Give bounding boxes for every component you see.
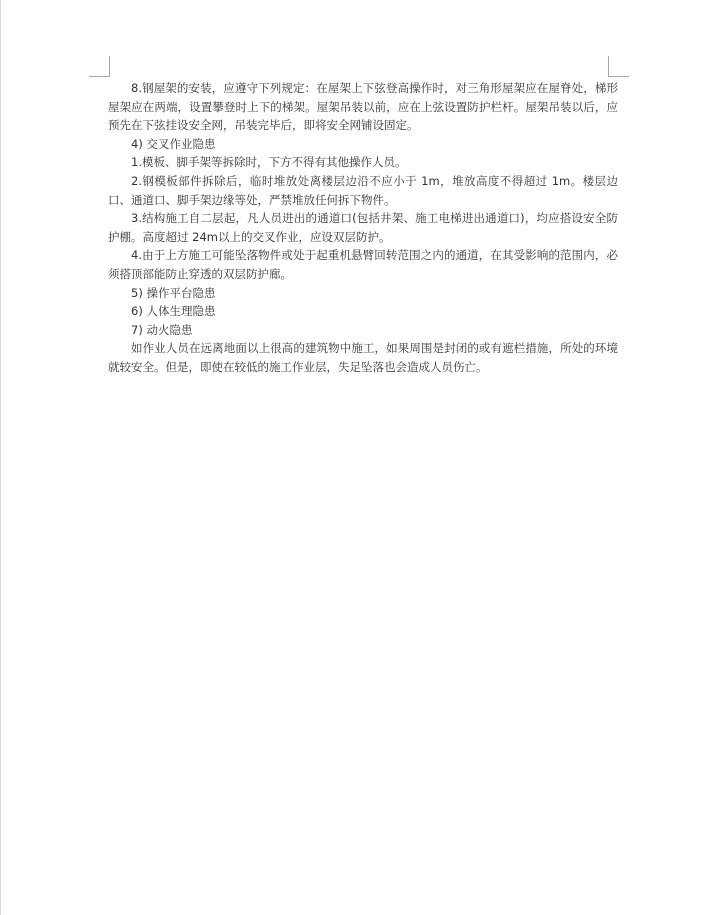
- top-left-margin-marker: [89, 56, 110, 77]
- heading-physiological-hazards: 6) 人体生理隐患: [131, 304, 216, 319]
- paragraph-steel-roof-truss: 8.钢屋架的安装，应遵守下列规定：在屋架上下弦登高操作时，对三角形屋架应在屋脊处，梯形屋架应在两端，设置攀登时上下的梯架。屋架吊装以前，应在上弦设置防护栏杆。屋架吊装以后，应预先在下弦挂设安全网，吊装完毕后，即将安全网铺设固定。: [108, 81, 618, 133]
- paragraph-working-environment: 如作业人员在远离地面以上很高的建筑物中施工，如果周围是封闭的或有遮栏措施，所处的环境就较安全。但是，即使在较低的施工作业层，失足坠落也会造成人员伤亡。: [108, 341, 618, 374]
- document-body: [108, 79, 618, 377]
- paragraph-item-2: 2.钢模板部件拆除后，临时堆放处离楼层边沿不应小于 1m，堆放高度不得超过 1m。楼层边口、通道口、脚手架边缘等处，严禁堆放任何拆下物件。: [108, 173, 618, 207]
- paragraph-item-4: 4.由于上方施工可能坠落物件或处于起重机悬臂回转范围之内的通道，在其受影响的范围内，必须搭顶部能防止穿透的双层防护廊。: [108, 248, 618, 281]
- paragraph-item-3: 3.结构施工自二层起，凡人员进出的通道口(包括井架、施工电梯进出通道口)，均应搭设安全防护棚。高度超过 24m以上的交叉作业，应设双层防护。: [108, 211, 618, 244]
- page-left-edge: [0, 0, 1, 915]
- top-right-margin-marker: [608, 56, 629, 77]
- paragraph-item-1: 1.模板、脚手架等拆除时，下方不得有其他操作人员。: [131, 155, 407, 170]
- heading-platform-hazards: 5) 操作平台隐患: [131, 285, 216, 300]
- heading-cross-operation-hazards: 4) 交叉作业隐患: [131, 136, 216, 151]
- heading-hot-work-hazards: 7) 动火隐患: [131, 322, 193, 337]
